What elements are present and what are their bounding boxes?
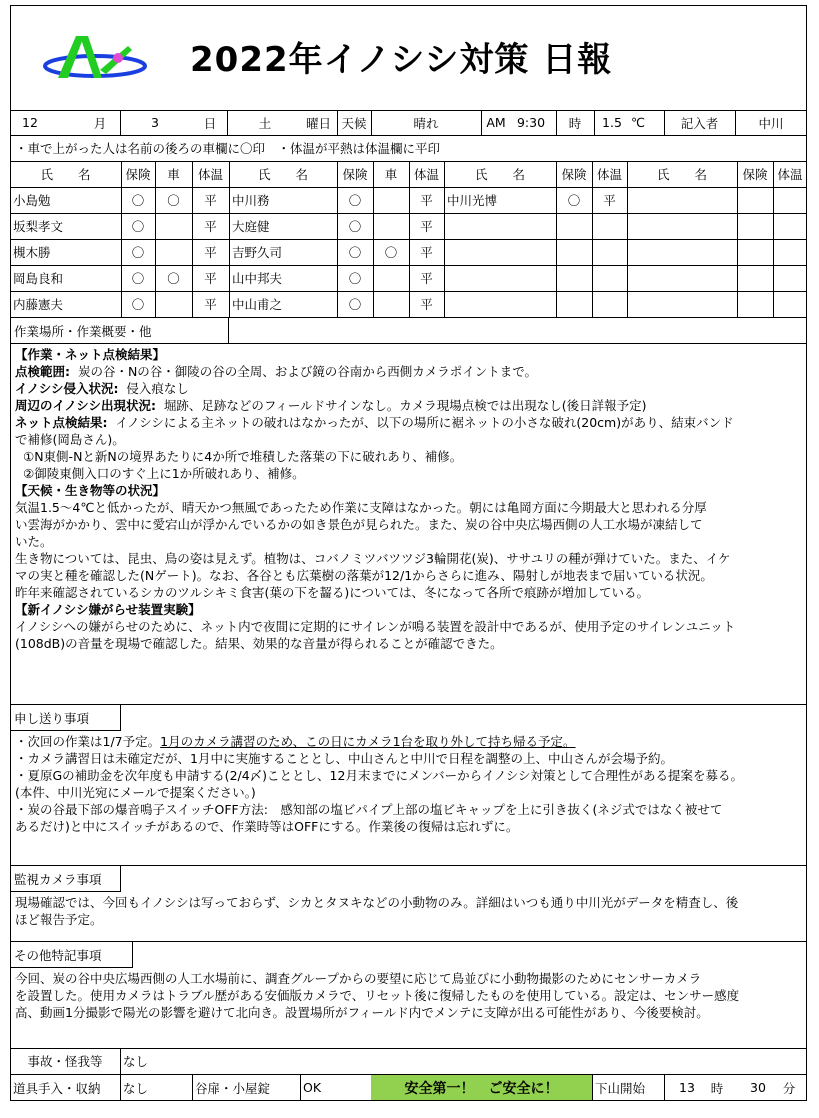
member-name: 中川光博 [447, 193, 498, 208]
handover-line-2: ・カメラ講習日は未確定だが、1月中に実施することとし、中山さんと中川で日程を調整の上、中山さんが会場予約。 [15, 751, 673, 766]
handover-line-4: (本件、中川光宛にメールで提案ください。) [15, 785, 256, 800]
member-name: 槻木勝 [13, 245, 51, 260]
inspect-label: 点検範囲: [15, 364, 70, 379]
safety-slogan: 安全第一！ ご安全に！ [371, 1075, 592, 1100]
tools-value: なし [123, 1080, 149, 1096]
member-insurance: 〇 [348, 297, 362, 312]
other-section-label: その他特記事項 [10, 941, 133, 968]
descent-minute: 30 [750, 1080, 766, 1095]
net-item-2: ②御陵東側入口のすぐ上に1か所破れあり、補修。 [23, 466, 305, 481]
member-car [373, 213, 409, 239]
temperature-value: 1.5 [602, 115, 622, 130]
member-insurance: 〇 [131, 219, 145, 234]
member-car: 〇 [167, 271, 180, 286]
time-unit: 時 [568, 115, 582, 131]
intrusion-line [15, 380, 801, 397]
col-header-name-3: 氏 名 [474, 167, 525, 182]
member-insurance: 〇 [131, 271, 145, 286]
col-header-name-2: 氏 名 [257, 167, 308, 182]
member-insurance: 〇 [131, 297, 145, 312]
handover-line-3: ・夏原Gの補助金を次年度も申請する(2/4〆)こととし、12月末までにメンバーからイノシシ対策として合理性がある提案を募る。 [15, 768, 744, 783]
weather-label: 天候 [341, 115, 367, 131]
intrusion-label: イノシシ侵入状況: [15, 381, 119, 396]
minute-unit: 分 [782, 1080, 796, 1096]
member-temp: 平 [420, 271, 433, 286]
logo-mark-icon [40, 30, 150, 90]
month-unit: 月 [93, 115, 107, 131]
weather-line-3: いた。 [15, 534, 53, 549]
hour-unit: 時 [710, 1080, 724, 1096]
experiment-line-2: (108dB)の音量を現場で確認した。結果、効果的な音量が得られることが確認できた。 [15, 636, 503, 651]
col-header-temp-3: 体温 [596, 167, 622, 182]
handover-line-5: ・炭の谷最下部の爆音鳴子スイッチOFF方法: 感知部の塩ビパイプ上部の塩ビキャップを上に引き抜く(ネジ式ではなく被せて [15, 802, 723, 817]
temperature-unit: ℃ [630, 115, 646, 130]
net-line [15, 414, 801, 431]
member-name: 坂梨孝文 [13, 219, 64, 234]
col-header-temp-4: 体温 [777, 167, 803, 182]
month-value: 12 [22, 115, 38, 130]
member-name: 大庭健 [232, 219, 270, 234]
work-heading-inspection: 【作業・ネット点検結果】 [15, 347, 166, 362]
handover-line-1a: ・次回の作業は1/7予定。 [15, 734, 161, 749]
handover-body [15, 733, 801, 835]
member-temp: 平 [204, 219, 217, 234]
accident-label: 事故・怪我等 [27, 1054, 103, 1069]
member-insurance: 〇 [131, 245, 145, 260]
col-header-temp-1: 体温 [197, 167, 223, 182]
handover-line-6: あるだけ)と中にスイッチがあるので、作業時等はOFFにする。作業後の復帰は忘れずに。 [15, 819, 519, 834]
member-temp: 平 [420, 219, 433, 234]
net-line-2: で補修(岡島さん)。 [15, 432, 125, 447]
nearby-label: 周辺のイノシシ出現状況: [15, 398, 156, 413]
other-line-2: を設置した。使用カメラはトラブル歴がある安価版カメラで、リセット後に復帰したものを使用している。設定は、センサー感度 [15, 988, 740, 1003]
camera-body [15, 894, 801, 928]
member-temp: 平 [420, 193, 433, 208]
col-header-name-4: 氏 名 [656, 167, 707, 182]
accident-value: なし [123, 1054, 149, 1069]
member-insurance: 〇 [131, 193, 145, 208]
net-item-1: ①N東側-Nと新Nの境界あたりに4か所で堆積した落葉の下に破れあり、補修。 [23, 449, 463, 464]
col-header-insurance-2: 保険 [342, 167, 368, 182]
logo [40, 30, 150, 90]
tools-label: 道具手入・収納 [13, 1080, 101, 1096]
member-insurance: 〇 [348, 245, 362, 260]
handover-section-label: 申し送り事項 [10, 704, 121, 731]
member-temp: 平 [204, 193, 217, 208]
weekday-value: 土 [258, 115, 272, 131]
time-value: 9:30 [516, 115, 546, 130]
member-name: 中山甫之 [232, 297, 283, 312]
other-line-1: 今回、炭の谷中央広場西側の人工水場前に、調査グループからの要望に応じて鳥並びに小動物撮影のためにセンサーカメラ [15, 971, 702, 986]
member-name: 中川務 [232, 193, 270, 208]
col-header-name-1: 氏 名 [40, 167, 91, 182]
work-section-label: 作業場所・作業概要・他 [10, 317, 229, 344]
weather-line-1: 気温1.5～4℃と低かったが、晴天かつ無風であったため作業に支障はなかった。朝には亀岡方面に今期最大と思われる分厚 [15, 500, 707, 515]
other-body [15, 970, 801, 1021]
inspect-text: 炭の谷・Nの谷・御陵の谷の全周、および鏡の谷南から西側カメラポイントまで。 [77, 364, 538, 379]
work-heading-experiment: 【新イノシシ嫌がらせ装置実験】 [15, 602, 201, 617]
col-header-car-2: 車 [384, 167, 398, 182]
descent-label: 下山開始 [595, 1080, 646, 1096]
ampm-value: AM [486, 115, 506, 130]
net-text: イノシシによる主ネットの破れはなかったが、以下の場所に裾ネットの小さな破れ(20cm)があり、結束バンド [115, 415, 734, 430]
nearby-line [15, 397, 801, 414]
experiment-line-1: イノシシへの嫌がらせのために、ネット内で夜間に定期的にサイレンが鳴る装置を設計中であるが、使用予定のサイレンユニット [15, 619, 736, 634]
member-car [373, 187, 409, 213]
camera-section-label: 監視カメラ事項 [10, 865, 121, 892]
life-line-1: 生き物については、昆虫、鳥の姿は見えず。植物は、コバノミツバツツジ3輪開花(炭)、ササユリの種が弾けていた。また、イケ [15, 551, 731, 566]
member-temp: 平 [204, 245, 217, 260]
member-name: 岡島良和 [13, 271, 64, 286]
member-insurance: 〇 [348, 193, 362, 208]
member-car [155, 291, 192, 317]
day-value: 3 [151, 115, 159, 130]
member-temp: 平 [420, 297, 433, 312]
work-heading-weather: 【天候・生き物等の状況】 [15, 483, 166, 498]
nearby-text: 堀跡、足跡などのフィールドサインなし。カメラ現場点検では出現なし(後日詳報予定) [163, 398, 647, 413]
member-name: 小島勉 [13, 193, 51, 208]
handover-line-1b: 1月のカメラ講習のため、この日にカメラ1台を取り外して持ち帰る予定。 [160, 734, 576, 749]
member-car [373, 291, 409, 317]
instruction-note: ・車で上がった人は名前の後ろの車欄に〇印 ・体温が平熱は体温欄に平印 [15, 141, 441, 156]
col-header-insurance-4: 保険 [742, 167, 768, 182]
member-car [373, 265, 409, 291]
member-car [155, 213, 192, 239]
day-unit: 日 [203, 115, 217, 131]
member-car [155, 239, 192, 265]
col-header-insurance-1: 保険 [125, 167, 151, 182]
descent-hour: 13 [679, 1080, 695, 1095]
other-line-3: 高、動画1分撮影で陽光の影響を避けて北向き。設置場所がフィールド内でメンテに支障が出る可能性があり、今後要検討。 [15, 1005, 709, 1020]
member-temp: 平 [204, 271, 217, 286]
inspect-line [15, 363, 801, 380]
handover-line-1 [15, 733, 801, 750]
member-car: 〇 [167, 193, 180, 208]
member-insurance: 〇 [348, 271, 362, 286]
camera-line-1: 現場確認では、今回もイノシシは写っておらず、シカとタヌキなどの小動物のみ。詳細はいつも通り中川光がデータを精査し、後 [15, 895, 739, 910]
col-header-temp-2: 体温 [413, 167, 439, 182]
work-body [15, 346, 801, 652]
camera-line-2: ほど報告予定。 [15, 912, 103, 927]
member-car: 〇 [384, 245, 398, 260]
gate-value: OK [303, 1080, 322, 1095]
net-label: ネット点検結果: [15, 415, 108, 430]
member-temp: 平 [603, 193, 616, 208]
weather-value: 晴れ [413, 115, 439, 131]
member-temp: 平 [204, 297, 217, 312]
intrusion-text: 侵入痕なし [126, 381, 189, 396]
weekday-label: 曜日 [305, 115, 331, 131]
col-header-car-1: 車 [167, 167, 180, 182]
recorder-value: 中川 [758, 115, 784, 131]
weather-line-2: い雲海がかかり、雲中に愛宕山が浮かんでいるかの如き景色が見られた。また、炭の谷中央広場西側の人工水場が凍結して [15, 517, 703, 532]
member-insurance: 〇 [348, 219, 362, 234]
gate-label: 谷扉・小屋錠 [195, 1080, 271, 1096]
member-name: 吉野久司 [232, 245, 283, 260]
member-temp: 平 [420, 245, 433, 260]
recorder-label: 記入者 [680, 115, 719, 131]
member-insurance: 〇 [567, 193, 581, 208]
col-header-insurance-3: 保険 [561, 167, 587, 182]
member-name: 内藤憲夫 [13, 297, 64, 312]
life-line-2: マの実と種を確認した(Nゲート)。なお、各谷とも広葉樹の落葉が12/1からさらに進み、陽射しが地表まで届いている状況。 [15, 568, 713, 583]
member-name: 山中邦夫 [232, 271, 283, 286]
page-title: 2022年イノシシ対策 日報 [190, 40, 613, 80]
life-line-3: 昨年来確認されているシカのツルシキミ食害(葉の下を齧る)については、冬になって各所で痕跡が増加している。 [15, 585, 649, 600]
